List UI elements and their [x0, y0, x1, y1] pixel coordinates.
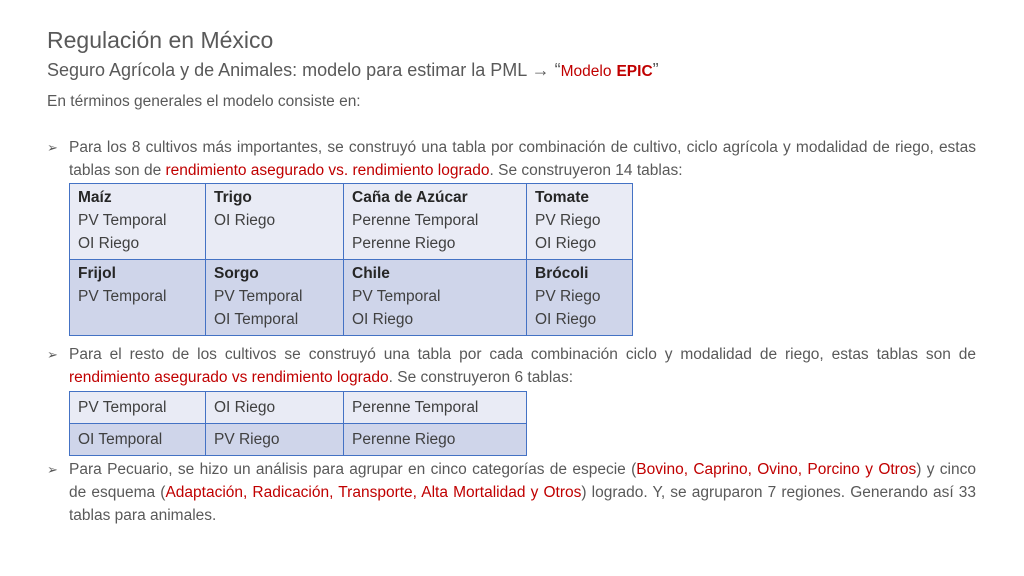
table-cell: OI Temporal	[70, 424, 206, 456]
crop-cycle: Perenne Riego	[352, 235, 456, 252]
table-cell	[206, 260, 344, 336]
table-cell	[70, 184, 206, 260]
para2-text-a: Para el resto de los cultivos se construyó una tabla por cada combinación ciclo y modalidad de riego, estas tablas son de	[69, 346, 976, 363]
bullet-arrow-icon: ➢	[47, 462, 58, 477]
bullet-arrow-icon: ➢	[47, 140, 58, 155]
crop-cycle: PV Temporal	[214, 288, 303, 305]
crop-name: Chile	[352, 265, 390, 282]
quote-close: ”	[652, 60, 659, 80]
crop-name: Frijol	[78, 265, 116, 282]
table-row	[70, 424, 527, 456]
crop-cycle: PV Temporal	[78, 288, 167, 305]
crop-cycle: PV Riego	[535, 212, 601, 229]
crop-cycle: OI Riego	[214, 212, 276, 229]
crop-cycle: PV Riego	[535, 288, 601, 305]
para2-text-b: . Se construyeron 6 tablas:	[388, 369, 574, 386]
table-cell: OI Riego	[206, 392, 344, 424]
quote-open: “	[554, 60, 561, 80]
crop-name: Caña de Azúcar	[352, 189, 468, 206]
table-cell	[70, 260, 206, 336]
table-cell: PV Riego	[206, 424, 344, 456]
table-cell	[527, 260, 633, 336]
para1-text-b: . Se construyeron 14 tablas:	[489, 162, 683, 179]
crop-cycle: OI Riego	[352, 311, 414, 328]
crop-name: Tomate	[535, 189, 589, 206]
crop-name: Trigo	[214, 189, 252, 206]
intro-text: En términos generales el modelo consiste en:	[47, 93, 361, 110]
slide-subtitle	[47, 60, 659, 81]
bullet-arrow-icon: ➢	[47, 347, 58, 362]
table-row	[70, 260, 633, 336]
paragraph-other-crops	[69, 343, 976, 389]
crop-cycle: OI Temporal	[214, 311, 299, 328]
crop-name: Sorgo	[214, 265, 259, 282]
table-cell: Perenne Riego	[344, 424, 527, 456]
crop-cycle: PV Temporal	[78, 212, 167, 229]
para2-highlight: rendimiento asegurado vs rendimiento logrado	[69, 369, 389, 386]
crop-cycle: Perenne Temporal	[352, 212, 479, 229]
arrow-icon: →	[531, 60, 550, 80]
table-row	[70, 392, 527, 424]
crops-table	[69, 183, 633, 336]
crop-name: Maíz	[78, 189, 112, 206]
para1-highlight: rendimiento asegurado vs. rendimiento logrado	[165, 162, 490, 179]
para3-schemes: Adaptación, Radicación, Transporte, Alta Mortalidad y Otros	[165, 484, 582, 501]
crop-cycle: OI Riego	[78, 235, 140, 252]
crop-cycle: PV Temporal	[352, 288, 441, 305]
table-cell	[527, 184, 633, 260]
slide-title: Regulación en México	[47, 27, 274, 53]
para3-text-3: ) logrado. Y, se agruparon 7 regiones. Generando así 33 tablas para animales.	[69, 484, 976, 524]
subtitle-text: Seguro Agrícola y de Animales: modelo para estimar la PML	[47, 60, 527, 80]
table-cell: Perenne Temporal	[344, 392, 527, 424]
crop-cycle: OI Riego	[535, 311, 597, 328]
table-cell: PV Temporal	[70, 392, 206, 424]
para3-species: Bovino, Caprino, Ovino, Porcino y Otros	[636, 461, 917, 478]
crop-name: Brócoli	[535, 265, 589, 282]
para3-text-2: ) y cinco de esquema (	[69, 461, 976, 501]
para1-text-a: Para los 8 cultivos más importantes, se construyó una tabla por combinación de cultivo, ciclo agrícola y modalidad de riego, estas tablas son de	[69, 139, 976, 179]
model-name: EPIC	[616, 63, 653, 80]
paragraph-livestock	[69, 458, 976, 527]
model-word: Modelo	[560, 63, 612, 80]
table-row	[70, 184, 633, 260]
table-cell	[344, 184, 527, 260]
table-cell	[206, 184, 344, 260]
table-cell	[344, 260, 527, 336]
paragraph-crops	[69, 136, 976, 182]
para3-text-1: Para Pecuario, se hizo un análisis para agrupar en cinco categorías de especie (	[69, 461, 637, 478]
crop-cycle: OI Riego	[535, 235, 597, 252]
cycles-table	[69, 391, 527, 456]
